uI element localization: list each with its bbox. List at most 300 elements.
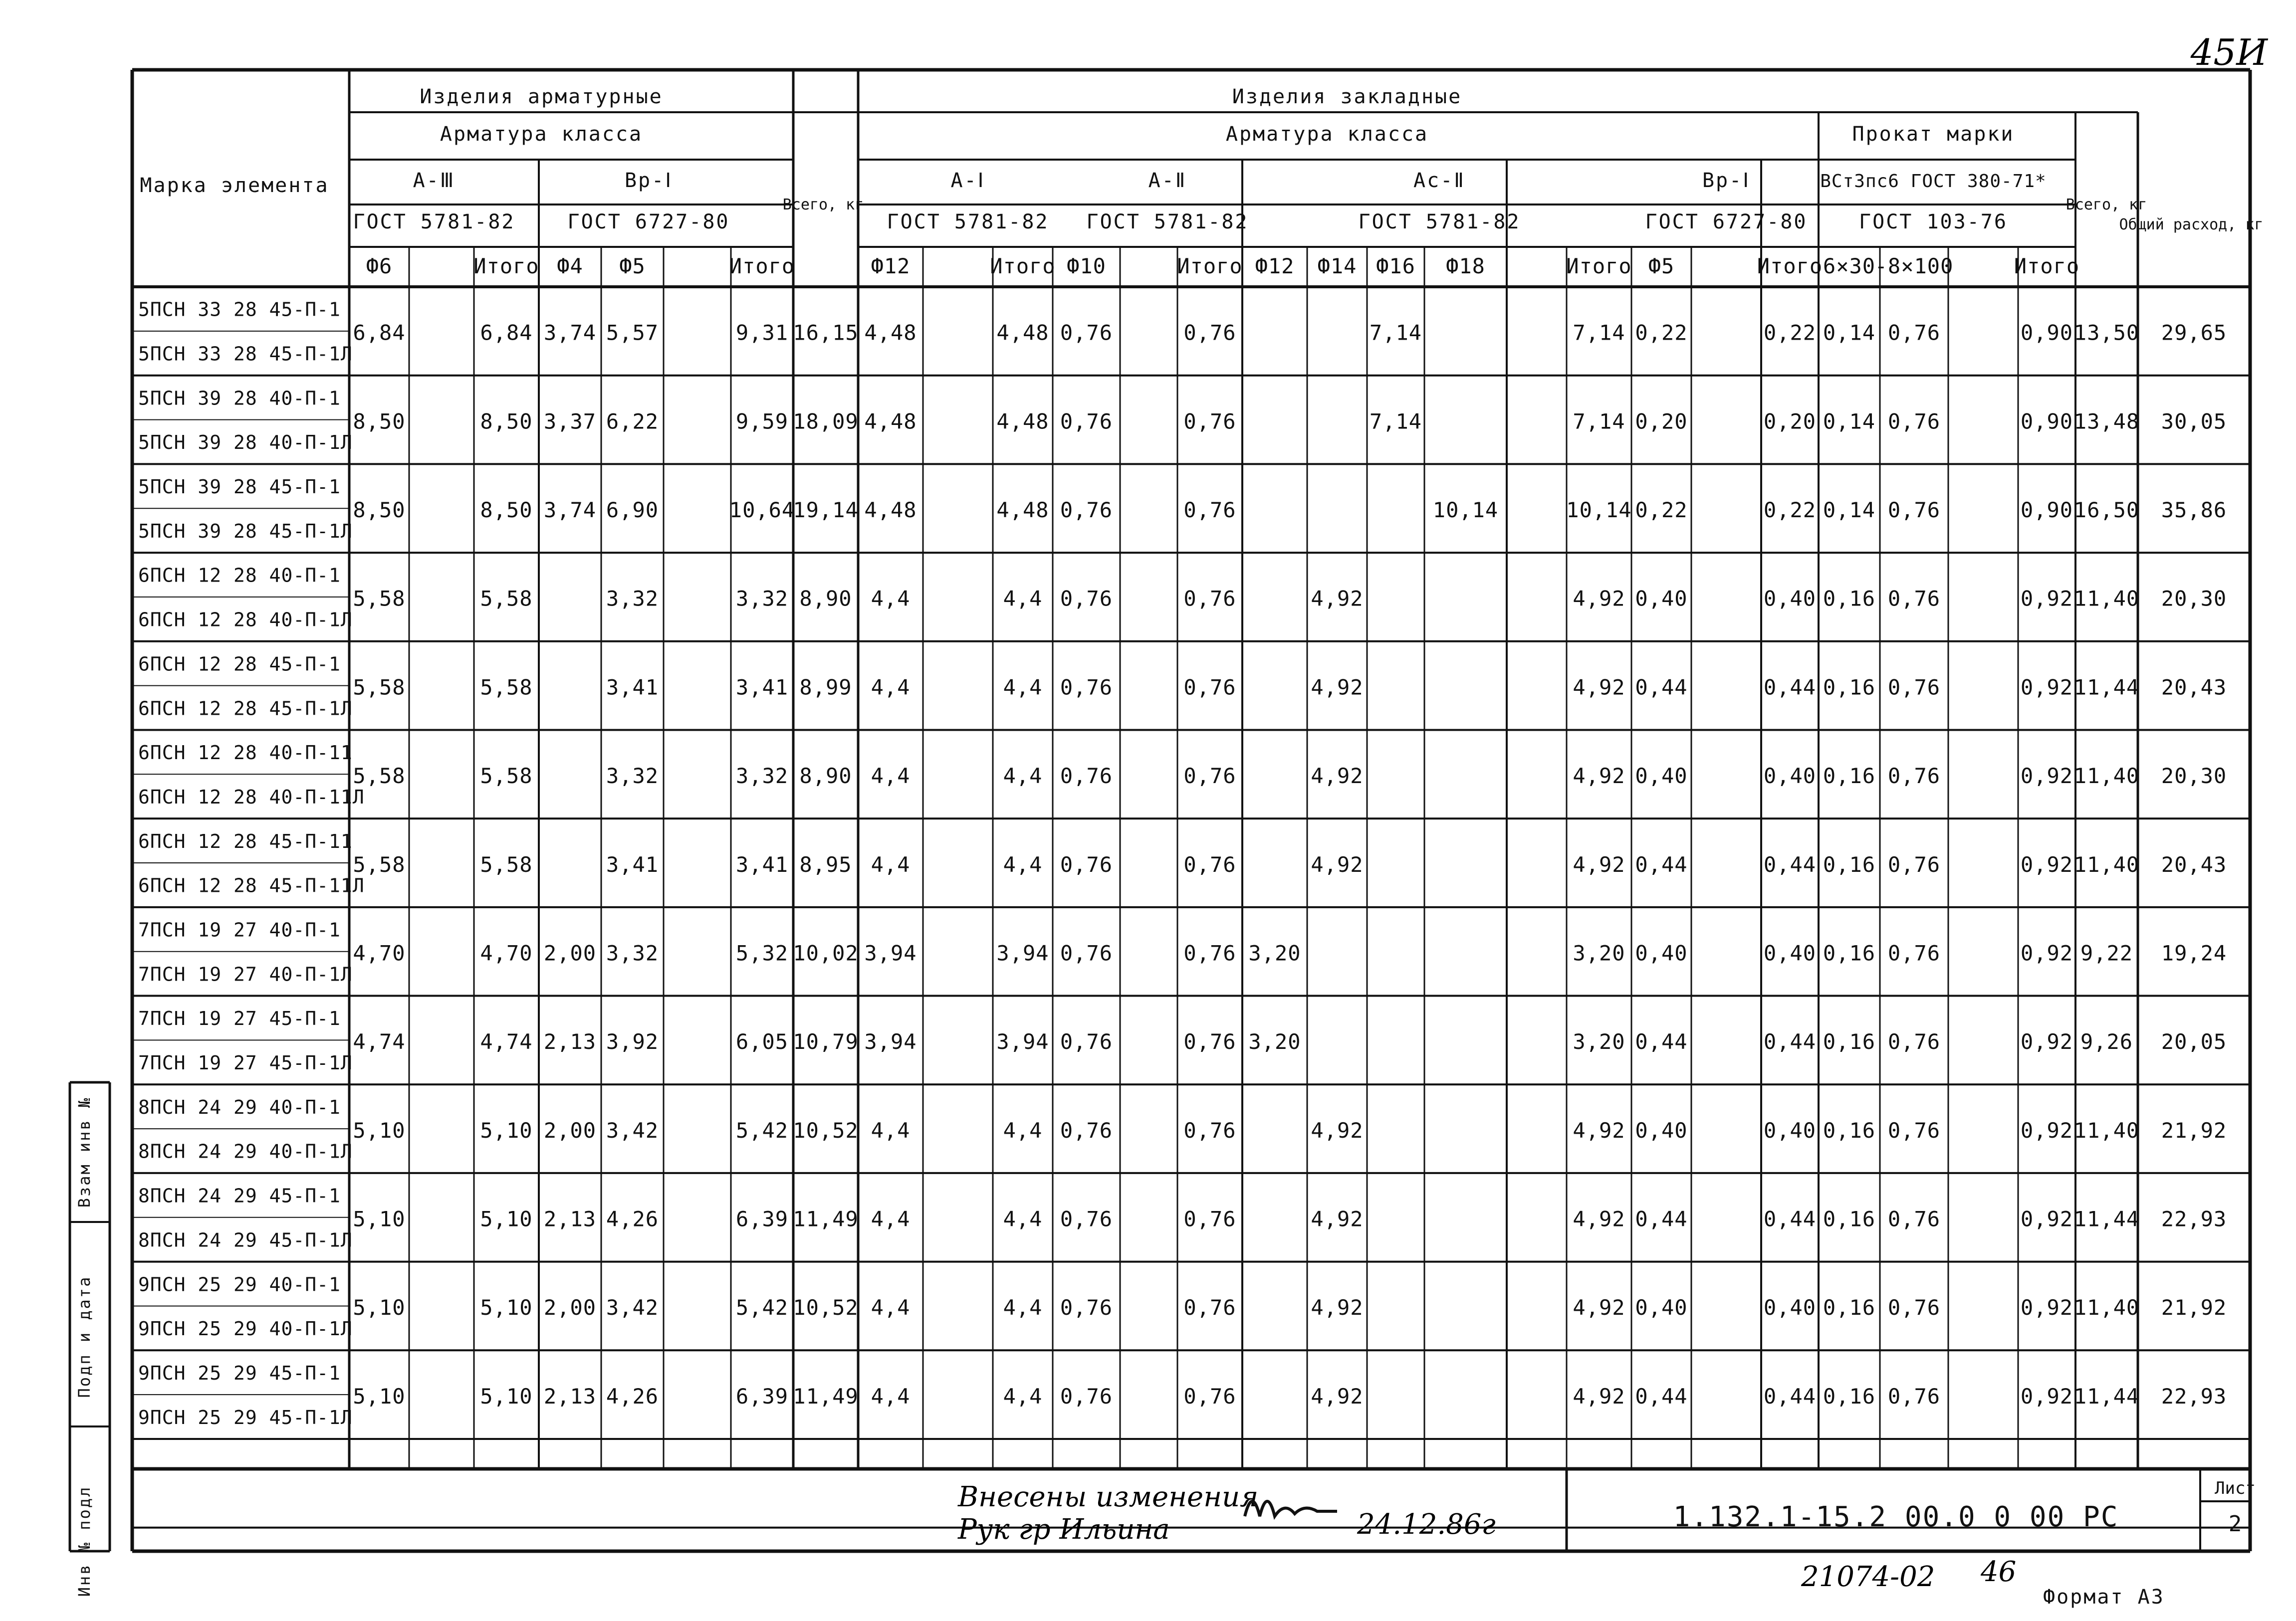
table-cell-value: 3,74 [543, 320, 597, 345]
column-heading: -8×100 [1874, 254, 1954, 278]
table-cell-value: 0,92 [2020, 1118, 2073, 1143]
column-heading: Ф5 [1648, 254, 1675, 278]
element-mark-header: Марка элемента [140, 174, 329, 197]
table-cell-value: 20,30 [2161, 586, 2227, 611]
table-cell-value: 3,20 [1248, 1029, 1301, 1054]
table-cell-value: 0,76 [1183, 1118, 1236, 1143]
table-cell-value: 0,76 [1060, 1029, 1113, 1054]
reinforcement-products-header: Изделия арматурные [420, 85, 663, 108]
table-cell-value: 0,92 [2020, 941, 2073, 966]
column-heading: Ф4 [557, 254, 583, 278]
overall-consumption-header: Общий расход, кг [2119, 216, 2264, 233]
table-cell-value: 4,74 [480, 1029, 533, 1054]
table-cell-value: 0,92 [2020, 675, 2073, 700]
table-cell-value: 3,37 [543, 409, 597, 434]
table-cell-value: 6,84 [353, 320, 406, 345]
table-cell-value: 0,16 [1823, 1384, 1876, 1409]
table-cell-value: 7,14 [1369, 409, 1422, 434]
table-cell-value: 0,40 [1763, 1295, 1817, 1320]
element-mark: 7ПСН 19 27 40-П-1 [138, 919, 341, 941]
table-cell-value: 4,48 [864, 409, 917, 434]
table-cell-value: 4,92 [1573, 586, 1625, 611]
class-vr1-header: Вр-Ⅰ [624, 169, 673, 192]
embedded-products-header: Изделия закладные [1232, 85, 1462, 108]
table-cell-value: 8,99 [799, 675, 852, 700]
column-heading: 6×30 [1823, 254, 1876, 278]
table-cell-value: 5,42 [735, 1295, 789, 1320]
table-cell-value: 0,76 [1060, 764, 1113, 789]
table-cell-value: 0,76 [1887, 320, 1941, 345]
table-cell-value: 0,44 [1763, 1384, 1817, 1409]
table-cell-value: 6,39 [735, 1207, 789, 1231]
table-cell-value: 4,74 [353, 1029, 406, 1054]
table-cell-value: 2,13 [543, 1384, 597, 1409]
table-cell-value: 0,40 [1763, 764, 1817, 789]
table-cell-value: 0,40 [1763, 941, 1817, 966]
table-cell-value: 4,4 [871, 675, 911, 700]
table-cell-value: 4,92 [1311, 1207, 1364, 1231]
table-cell-value: 0,92 [2020, 1207, 2073, 1231]
table-cell-value: 0,14 [1823, 498, 1876, 522]
table-cell-value: 11,44 [2073, 1207, 2140, 1231]
table-cell-value: 5,10 [353, 1295, 406, 1320]
table-cell-value: 4,4 [1003, 764, 1043, 789]
table-cell-value: 0,76 [1887, 1118, 1941, 1143]
table-cell-value: 0,40 [1635, 941, 1688, 966]
table-cell-value: 0,76 [1887, 498, 1941, 522]
table-cell-value: 20,43 [2161, 852, 2227, 877]
table-cell-value: 3,20 [1573, 941, 1625, 966]
table-cell-value: 7,14 [1369, 320, 1422, 345]
table-cell-value: 0,20 [1763, 409, 1817, 434]
table-cell-value: 0,22 [1763, 320, 1817, 345]
table-cell-value: 5,32 [735, 941, 789, 966]
table-cell-value: 10,14 [1566, 498, 1632, 522]
table-cell-value: 4,48 [996, 498, 1049, 522]
table-cell-value: 11,40 [2073, 586, 2140, 611]
element-mark: 5ПСН 39 28 40-П-1 [138, 387, 341, 409]
table-cell-value: 0,40 [1763, 1118, 1817, 1143]
table-cell-value: 0,76 [1060, 1384, 1113, 1409]
table-cell-value: 0,76 [1183, 1384, 1236, 1409]
table-cell-value: 3,74 [543, 498, 597, 522]
table-cell-value: 3,41 [735, 852, 789, 877]
table-cell-value: 4,4 [871, 586, 911, 611]
table-cell-value: 4,92 [1311, 852, 1364, 877]
table-cell-value: 11,40 [2073, 1295, 2140, 1320]
table-cell-value: 5,10 [353, 1384, 406, 1409]
table-cell-value: 0,16 [1823, 586, 1876, 611]
table-cell-value: 0,76 [1887, 1029, 1941, 1054]
table-cell-value: 10,52 [793, 1295, 859, 1320]
table-cell-value: 6,05 [735, 1029, 789, 1054]
table-cell-value: 0,76 [1887, 1384, 1941, 1409]
table-cell-value: 4,4 [1003, 852, 1043, 877]
column-heading: Ф12 [1255, 254, 1295, 278]
reinforcement-class-header: Арматура класса [440, 123, 643, 146]
table-cell-value: 0,76 [1183, 941, 1236, 966]
gost-103-header: ГОСТ 103-76 [1859, 210, 2008, 233]
element-mark: 7ПСН 19 27 45-П-1 [138, 1008, 341, 1030]
table-cell-value: 35,86 [2161, 498, 2227, 522]
table-cell-value: 11,40 [2073, 1118, 2140, 1143]
side-stamp-signature: Подп и дата [75, 1275, 94, 1398]
table-cell-value: 10,64 [729, 498, 795, 522]
element-mark: 6ПСН 12 28 40-П-1 [138, 564, 341, 587]
element-mark: 6ПСН 12 28 45-П-11 [138, 830, 353, 852]
table-cell-value: 5,42 [735, 1118, 789, 1143]
table-cell-value: 4,92 [1311, 1295, 1364, 1320]
column-heading: Итого [990, 254, 1056, 278]
table-cell-value: 4,92 [1311, 675, 1364, 700]
element-mark: 5ПСН 33 28 45-П-1 [138, 298, 341, 321]
table-cell-value: 4,92 [1311, 586, 1364, 611]
table-cell-value: 10,02 [793, 941, 859, 966]
table-cell-value: 8,50 [480, 409, 533, 434]
table-cell-value: 2,13 [543, 1207, 597, 1231]
table-cell-value: 9,22 [2080, 941, 2133, 966]
element-mark-mirror: 6ПСН 12 28 45-П-11Л [138, 874, 365, 897]
table-cell-value: 5,57 [606, 320, 659, 345]
table-cell-value: 6,84 [480, 320, 533, 345]
table-cell-value: 0,44 [1763, 1207, 1817, 1231]
table-cell-value: 0,76 [1060, 409, 1113, 434]
table-cell-value: 3,41 [606, 852, 659, 877]
table-cell-value: 5,58 [480, 764, 533, 789]
element-mark: 6ПСН 12 28 40-П-11 [138, 742, 353, 764]
table-cell-value: 2,13 [543, 1029, 597, 1054]
gost-6727-header-a: ГОСТ 6727-80 [567, 210, 730, 233]
table-cell-value: 4,70 [480, 941, 533, 966]
table-cell-value: 4,4 [1003, 1384, 1043, 1409]
table-cell-value: 0,44 [1635, 852, 1688, 877]
table-cell-value: 0,76 [1887, 586, 1941, 611]
total-kg-header-embedded: Всего, кг [2066, 196, 2147, 213]
element-mark-mirror: 5ПСН 39 28 45-П-1Л [138, 520, 353, 542]
table-cell-value: 0,16 [1823, 764, 1876, 789]
table-cell-value: 5,10 [480, 1207, 533, 1231]
table-cell-value: 5,58 [353, 586, 406, 611]
element-mark-mirror: 7ПСН 19 27 45-П-1Л [138, 1052, 353, 1074]
table-cell-value: 2,00 [543, 1295, 597, 1320]
table-cell-value: 0,76 [1183, 1029, 1236, 1054]
table-cell-value: 4,92 [1573, 1295, 1625, 1320]
table-cell-value: 0,90 [2020, 320, 2073, 345]
element-mark: 8ПСН 24 29 40-П-1 [138, 1096, 341, 1118]
table-cell-value: 0,76 [1183, 320, 1236, 345]
table-cell-value: 4,26 [606, 1384, 659, 1409]
table-cell-value: 0,40 [1635, 1295, 1688, 1320]
table-cell-value: 4,92 [1573, 764, 1625, 789]
table-cell-value: 4,4 [1003, 1207, 1043, 1231]
table-cell-value: 4,92 [1573, 852, 1625, 877]
column-heading: Ф16 [1376, 254, 1415, 278]
table-cell-value: 0,16 [1823, 941, 1876, 966]
table-cell-value: 3,42 [606, 1295, 659, 1320]
gost-5781-header-d: ГОСТ 5781-82 [1358, 210, 1521, 233]
table-cell-value: 0,40 [1635, 586, 1688, 611]
table-cell-value: 3,41 [735, 675, 789, 700]
column-heading: Ф5 [619, 254, 646, 278]
table-cell-value: 0,14 [1823, 320, 1876, 345]
table-cell-value: 7,14 [1573, 320, 1625, 345]
table-cell-value: 0,76 [1060, 586, 1113, 611]
table-cell-value: 0,76 [1060, 498, 1113, 522]
element-mark: 5ПСН 39 28 45-П-1 [138, 476, 341, 498]
table-cell-value: 4,4 [871, 1207, 911, 1231]
sheet-number: 2 [2228, 1511, 2242, 1537]
table-cell-value: 5,10 [353, 1207, 406, 1231]
table-cell-value: 6,39 [735, 1384, 789, 1409]
table-cell-value: 5,58 [480, 675, 533, 700]
table-cell-value: 0,40 [1635, 1118, 1688, 1143]
class-a1-header: А-Ⅰ [950, 169, 985, 192]
table-cell-value: 5,58 [353, 764, 406, 789]
format-label: Формат А3 [2043, 1586, 2165, 1609]
table-cell-value: 13,48 [2073, 409, 2140, 434]
table-cell-value: 0,44 [1763, 852, 1817, 877]
table-cell-value: 13,50 [2073, 320, 2140, 345]
table-cell-value: 3,32 [735, 764, 789, 789]
table-cell-value: 5,10 [480, 1118, 533, 1143]
table-cell-value: 0,90 [2020, 498, 2073, 522]
table-cell-value: 0,76 [1183, 764, 1236, 789]
table-cell-value: 6,22 [606, 409, 659, 434]
table-cell-value: 19,14 [793, 498, 859, 522]
element-mark-mirror: 9ПСН 25 29 45-П-1Л [138, 1406, 353, 1428]
table-cell-value: 0,76 [1183, 675, 1236, 700]
table-cell-value: 10,52 [793, 1118, 859, 1143]
table-cell-value: 0,40 [1635, 764, 1688, 789]
document-code: 1.132.1-15.2 00.0 0 00 РС [1673, 1501, 2119, 1533]
table-cell-value: 8,50 [353, 409, 406, 434]
table-cell-value: 3,32 [606, 586, 659, 611]
rolled-steel-header: Прокат марки [1852, 123, 2015, 146]
table-cell-value: 5,10 [480, 1384, 533, 1409]
table-cell-value: 3,94 [996, 1029, 1049, 1054]
table-cell-value: 0,76 [1183, 852, 1236, 877]
table-cell-value: 0,44 [1635, 1029, 1688, 1054]
table-cell-value: 0,16 [1823, 1295, 1876, 1320]
element-mark: 9ПСН 25 29 40-П-1 [138, 1273, 341, 1296]
table-cell-value: 0,92 [2020, 764, 2073, 789]
change-date: 24.12.86г [1357, 1508, 1496, 1541]
steel-grade-header: ВСт3пс6 ГОСТ 380-71* [1820, 171, 2047, 192]
table-cell-value: 29,65 [2161, 320, 2227, 345]
table-cell-value: 4,48 [996, 320, 1049, 345]
table-cell-value: 10,79 [793, 1029, 859, 1054]
table-cell-value: 0,76 [1060, 852, 1113, 877]
column-heading: Итого [1177, 254, 1243, 278]
table-cell-value: 3,94 [864, 1029, 917, 1054]
table-cell-value: 3,94 [996, 941, 1049, 966]
table-cell-value: 4,4 [1003, 1118, 1043, 1143]
archive-number: 21074-02 [1801, 1561, 1935, 1593]
table-cell-value: 11,40 [2073, 764, 2140, 789]
gost-6727-header-b: ГОСТ 6727-80 [1645, 210, 1808, 233]
class-vr1-embedded-header: Вр-Ⅰ [1702, 169, 1751, 192]
table-cell-value: 9,26 [2080, 1029, 2133, 1054]
table-cell-value: 8,90 [799, 586, 852, 611]
table-cell-value: 4,26 [606, 1207, 659, 1231]
table-cell-value: 2,00 [543, 941, 597, 966]
sheet-label: Лист [2215, 1478, 2256, 1498]
table-cell-value: 0,90 [2020, 409, 2073, 434]
table-cell-value: 16,15 [793, 320, 859, 345]
table-cell-value: 0,76 [1060, 320, 1113, 345]
gost-5781-header-c: ГОСТ 5781-82 [1086, 210, 1249, 233]
table-cell-value: 0,22 [1635, 498, 1688, 522]
table-cell-value: 0,76 [1887, 764, 1941, 789]
table-cell-value: 0,76 [1887, 675, 1941, 700]
table-cell-value: 0,16 [1823, 1118, 1876, 1143]
page-number: 45И [2190, 31, 2268, 73]
table-cell-value: 11,49 [793, 1207, 859, 1231]
element-mark-mirror: 6ПСН 12 28 40-П-11Л [138, 786, 365, 808]
table-cell-value: 11,40 [2073, 852, 2140, 877]
table-cell-value: 3,20 [1573, 1029, 1625, 1054]
table-cell-value: 3,42 [606, 1118, 659, 1143]
table-cell-value: 0,92 [2020, 1384, 2073, 1409]
element-mark-mirror: 5ПСН 33 28 45-П-1Л [138, 343, 353, 365]
element-mark-mirror: 7ПСН 19 27 40-П-1Л [138, 963, 353, 986]
element-mark-mirror: 9ПСН 25 29 40-П-1Л [138, 1318, 353, 1340]
table-cell-value: 11,49 [793, 1384, 859, 1409]
table-cell-value: 21,92 [2161, 1118, 2227, 1143]
table-cell-value: 0,20 [1635, 409, 1688, 434]
element-mark: 6ПСН 12 28 45-П-1 [138, 653, 341, 675]
table-cell-value: 8,50 [353, 498, 406, 522]
table-cell-value: 16,50 [2073, 498, 2140, 522]
table-cell-value: 22,93 [2161, 1207, 2227, 1231]
table-cell-value: 0,22 [1763, 498, 1817, 522]
table-cell-value: 0,92 [2020, 1029, 2073, 1054]
table-cell-value: 0,76 [1060, 1207, 1113, 1231]
table-cell-value: 0,16 [1823, 675, 1876, 700]
table-cell-value: 0,76 [1887, 1295, 1941, 1320]
table-cell-value: 8,95 [799, 852, 852, 877]
class-a3-header: А-Ⅲ [413, 169, 456, 192]
table-cell-value: 20,05 [2161, 1029, 2227, 1054]
side-stamp-inventory: Инв № подл [75, 1485, 94, 1597]
table-cell-value: 4,92 [1573, 1207, 1625, 1231]
element-mark: 9ПСН 25 29 45-П-1 [138, 1362, 341, 1384]
table-cell-value: 0,76 [1887, 409, 1941, 434]
total-kg-header: Всего, кг [782, 196, 864, 213]
table-cell-value: 18,09 [793, 409, 859, 434]
table-cell-value: 3,92 [606, 1029, 659, 1054]
column-heading: Ф10 [1067, 254, 1106, 278]
gost-5781-header-a: ГОСТ 5781-82 [353, 210, 515, 233]
table-cell-value: 4,48 [864, 498, 917, 522]
element-mark: 8ПСН 24 29 45-П-1 [138, 1185, 341, 1207]
table-cell-value: 0,44 [1635, 1207, 1688, 1231]
table-cell-value: 4,4 [871, 1295, 911, 1320]
table-cell-value: 30,05 [2161, 409, 2227, 434]
table-cell-value: 0,44 [1763, 675, 1817, 700]
class-ac2-header: Ас-Ⅱ [1413, 169, 1465, 192]
table-cell-value: 0,76 [1183, 586, 1236, 611]
table-cell-value: 0,14 [1823, 409, 1876, 434]
column-heading: Итого [1566, 254, 1632, 278]
table-cell-value: 0,16 [1823, 1029, 1876, 1054]
table-cell-value: 4,70 [353, 941, 406, 966]
table-cell-value: 0,16 [1823, 852, 1876, 877]
table-cell-value: 0,92 [2020, 852, 2073, 877]
table-cell-value: 11,44 [2073, 1384, 2140, 1409]
class-a2-header: А-Ⅱ [1148, 169, 1187, 192]
table-cell-value: 0,76 [1887, 852, 1941, 877]
changes-author: Рук гр Ильина [958, 1513, 1170, 1546]
table-cell-value: 3,32 [606, 941, 659, 966]
table-cell-value: 0,76 [1887, 1207, 1941, 1231]
table-cell-value: 0,40 [1763, 586, 1817, 611]
table-cell-value: 5,10 [480, 1295, 533, 1320]
table-cell-value: 4,92 [1311, 1118, 1364, 1143]
table-cell-value: 5,58 [353, 852, 406, 877]
table-cell-value: 5,58 [480, 586, 533, 611]
column-heading: Итого [1757, 254, 1823, 278]
table-cell-value: 4,4 [871, 1384, 911, 1409]
column-heading: Ф12 [871, 254, 911, 278]
table-cell-value: 20,30 [2161, 764, 2227, 789]
table-cell-value: 4,92 [1311, 1384, 1364, 1409]
table-cell-value: 4,92 [1573, 675, 1625, 700]
table-cell-value: 0,76 [1060, 1118, 1113, 1143]
table-cell-value: 0,44 [1635, 1384, 1688, 1409]
table-cell-value: 0,44 [1635, 675, 1688, 700]
table-cell-value: 6,90 [606, 498, 659, 522]
column-heading: Ф18 [1446, 254, 1485, 278]
column-heading: Итого [2014, 254, 2080, 278]
table-cell-value: 9,59 [735, 409, 789, 434]
element-mark-mirror: 6ПСН 12 28 45-П-1Л [138, 697, 353, 720]
table-cell-value: 4,4 [1003, 675, 1043, 700]
table-cell-value: 0,76 [1060, 941, 1113, 966]
table-cell-value: 0,92 [2020, 1295, 2073, 1320]
table-cell-value: 3,41 [606, 675, 659, 700]
table-cell-value: 4,92 [1573, 1384, 1625, 1409]
table-cell-value: 4,4 [1003, 586, 1043, 611]
table-cell-value: 3,20 [1248, 941, 1301, 966]
column-heading: Итого [473, 254, 539, 278]
gost-5781-header-b: ГОСТ 5781-82 [887, 210, 1049, 233]
table-cell-value: 4,4 [871, 764, 911, 789]
table-cell-value: 4,4 [1003, 1295, 1043, 1320]
element-mark-mirror: 6ПСН 12 28 40-П-1Л [138, 608, 353, 631]
archive-page: 46 [1981, 1556, 2017, 1588]
table-cell-value: 10,14 [1432, 498, 1499, 522]
embedded-reinforcement-class-header: Арматура класса [1225, 123, 1429, 146]
table-cell-value: 22,93 [2161, 1384, 2227, 1409]
table-cell-value: 2,00 [543, 1118, 597, 1143]
table-cell-value: 4,48 [864, 320, 917, 345]
side-stamp-replacement: Взам инв № [75, 1096, 94, 1208]
column-heading: Итого [729, 254, 795, 278]
table-cell-value: 4,4 [871, 852, 911, 877]
table-cell-value: 4,92 [1573, 1118, 1625, 1143]
table-cell-value: 8,90 [799, 764, 852, 789]
table-cell-value: 9,31 [735, 320, 789, 345]
table-cell-value: 0,76 [1183, 1207, 1236, 1231]
table-cell-value: 0,76 [1183, 498, 1236, 522]
table-cell-value: 3,94 [864, 941, 917, 966]
table-cell-value: 11,44 [2073, 675, 2140, 700]
column-heading: Ф14 [1317, 254, 1357, 278]
table-cell-value: 0,76 [1183, 1295, 1236, 1320]
table-cell-value: 0,76 [1183, 409, 1236, 434]
table-cell-value: 3,32 [735, 586, 789, 611]
